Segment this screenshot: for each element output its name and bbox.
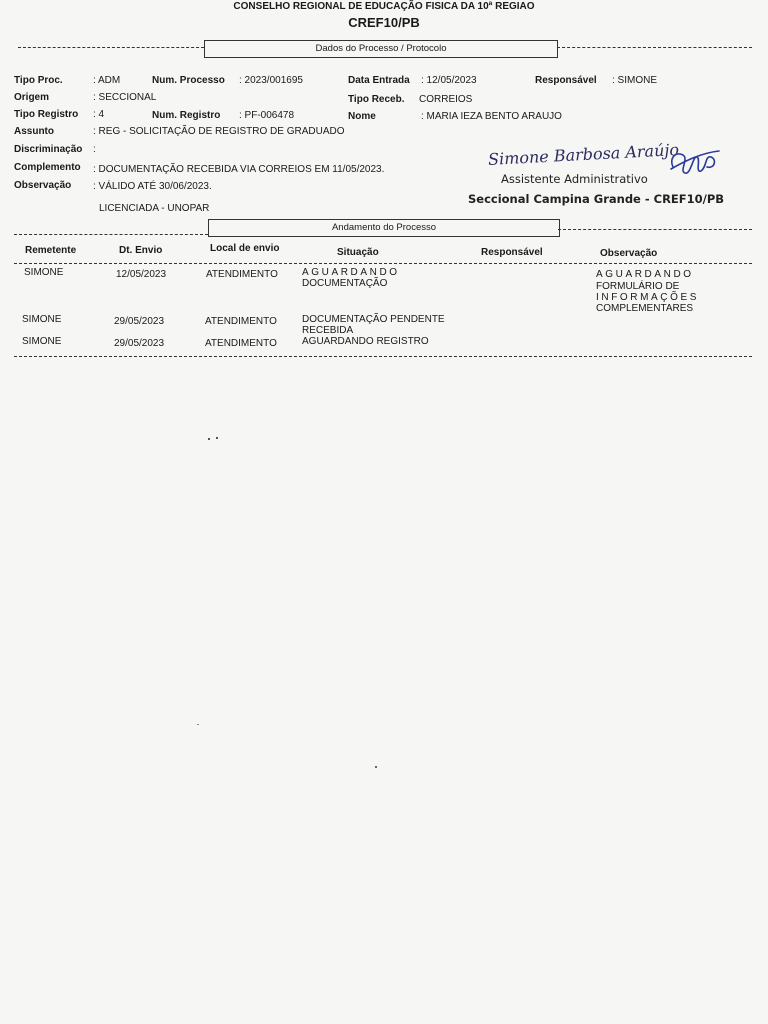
initials-mark: [667, 145, 721, 184]
org-title: CONSELHO REGIONAL DE EDUCAÇÃO FISICA DA 10ª REGIAO: [233, 1, 535, 12]
discriminacao-label: Discriminação: [14, 144, 83, 155]
nome-label: Nome: [348, 111, 376, 122]
row1-remetente: SIMONE: [24, 267, 64, 278]
origem-label: Origem: [14, 92, 50, 103]
row1-observacao-1: AGUARDANDO: [596, 269, 694, 280]
row3-remetente: SIMONE: [22, 336, 62, 347]
org-code: CREF10/PB: [348, 15, 420, 30]
observacao-extra: LICENCIADA - UNOPAR: [99, 203, 210, 214]
data-entrada-label: Data Entrada: [348, 75, 410, 86]
num-processo-value: : 2023/001695: [239, 75, 303, 86]
row3-situacao-1: AGUARDANDO REGISTRO: [302, 336, 429, 347]
row1-local: ATENDIMENTO: [206, 269, 278, 280]
scan-speck: [197, 724, 199, 725]
col-situacao: Situação: [337, 247, 379, 258]
col-observacao: Observação: [600, 248, 658, 259]
stamp-role: Assistente Administrativo: [501, 172, 648, 186]
row1-situacao-2: DOCUMENTAÇÃO: [302, 278, 388, 289]
scan-speck: [375, 766, 377, 768]
row1-situacao-1: AGUARDANDO: [302, 267, 400, 278]
table-end-divider: [14, 356, 752, 357]
row2-local: ATENDIMENTO: [205, 316, 277, 327]
row1-dt-envio: 12/05/2023: [116, 269, 167, 280]
num-registro-label: Num. Registro: [152, 110, 221, 121]
assunto-value: : REG - SOLICITAÇÃO DE REGISTRO DE GRADUADO: [93, 126, 345, 137]
row2-situacao-1: DOCUMENTAÇÃO PENDENTE: [302, 314, 445, 325]
observacao-value: : VÁLIDO ATÉ 30/06/2023.: [93, 181, 212, 192]
col-local: Local de envio: [210, 243, 280, 254]
section-andamento-title: Andamento do Processo: [208, 219, 560, 237]
divider-right: [557, 47, 752, 48]
origem-value: : SECCIONAL: [93, 92, 157, 103]
scan-speck: [208, 438, 210, 440]
row3-dt-envio: 29/05/2023: [114, 338, 165, 349]
col-dt-envio: Dt. Envio: [119, 245, 163, 256]
divider-right-2: [558, 229, 752, 230]
discriminacao-value: :: [93, 144, 96, 155]
tipo-receb-value: CORREIOS: [419, 94, 473, 105]
signature: Simone Barbosa Araújo: [487, 140, 680, 169]
stamp-unit: Seccional Campina Grande - CREF10/PB: [468, 192, 725, 206]
num-registro-value: : PF-006478: [239, 110, 295, 121]
responsavel-value: : SIMONE: [612, 75, 658, 86]
observacao-label: Observação: [14, 180, 72, 191]
nome-value: : MARIA IEZA BENTO ARAUJO: [421, 111, 562, 122]
tipo-registro-label: Tipo Registro: [14, 109, 79, 120]
row2-situacao-2: RECEBIDA: [302, 325, 354, 336]
scan-speck: [216, 437, 218, 439]
divider-left-2: [14, 234, 208, 235]
assunto-label: Assunto: [14, 126, 54, 137]
row3-local: ATENDIMENTO: [205, 338, 277, 349]
tipo-proc-value: : ADM: [93, 75, 121, 86]
header-divider: [14, 263, 752, 264]
row2-dt-envio: 29/05/2023: [114, 316, 165, 327]
col-remetente: Remetente: [25, 245, 77, 256]
data-entrada-value: : 12/05/2023: [421, 75, 477, 86]
divider-left: [18, 47, 204, 48]
complemento-label: Complemento: [14, 162, 81, 173]
section-dados-title: Dados do Processo / Protocolo: [204, 40, 558, 58]
complemento-value: : DOCUMENTAÇÃO RECEBIDA VIA CORREIOS EM 11/05/2023.: [93, 164, 385, 175]
num-processo-label: Num. Processo: [152, 75, 225, 86]
row1-observacao-3: INFORMAÇÕES: [596, 292, 700, 303]
responsavel-label: Responsável: [535, 75, 597, 86]
tipo-proc-label: Tipo Proc.: [14, 75, 63, 86]
row1-observacao-4: COMPLEMENTARES: [596, 303, 694, 314]
tipo-registro-value: : 4: [93, 109, 105, 120]
row1-observacao-2: FORMULÁRIO DE: [596, 281, 680, 292]
col-responsavel: Responsável: [481, 247, 543, 258]
tipo-receb-label: Tipo Receb.: [348, 94, 405, 105]
row2-remetente: SIMONE: [22, 314, 62, 325]
